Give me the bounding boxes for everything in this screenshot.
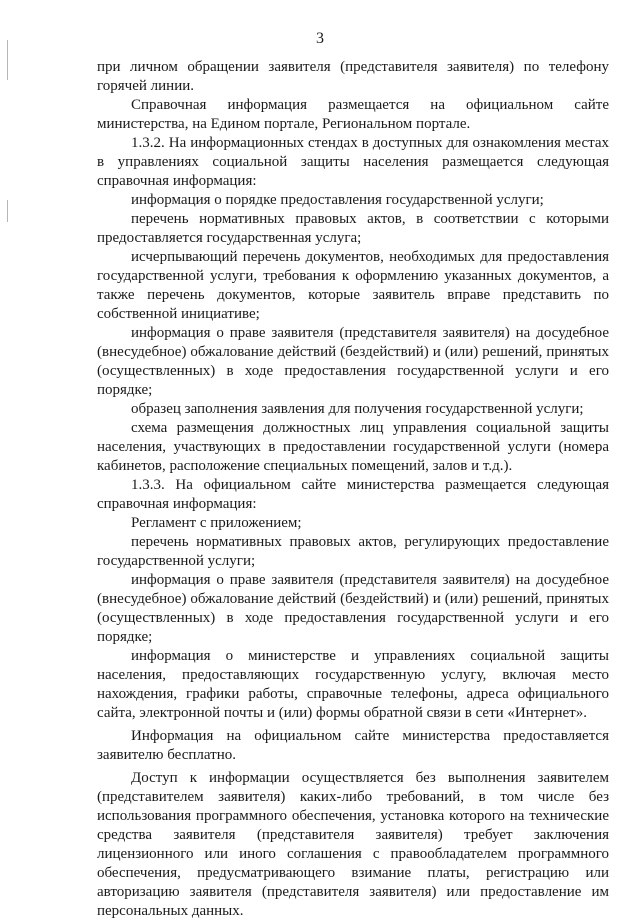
paragraph: Справочная информация размещается на официальном сайте министерства, на Едином портале, Региональном портале. [97, 97, 609, 132]
paragraph: при личном обращении заявителя (представителя заявителя) по телефону горячей линии. [97, 59, 609, 94]
paragraph: перечень нормативных правовых актов, в соответствии с которыми предоставляется государственная услуга; [97, 211, 609, 246]
paragraph: 1.3.2. На информационных стендах в доступных для ознакомления местах в управлениях социальной защиты населения размещается следующая справочная информация: [97, 135, 609, 189]
paragraph: 1.3.3. На официальном сайте министерства размещается следующая справочная информация: [97, 477, 609, 512]
paragraph: исчерпывающий перечень документов, необходимых для предоставления государственной услуги, требования к оформлению указанных документов, а также перечень документов, которые заявитель вправе представить по собственной инициативе; [97, 249, 609, 322]
paragraph: информация о праве заявителя (представителя заявителя) на досудебное (внесудебное) обжалование действий (бездействий) и (или) решений, принятых (осуществленных) в ходе предоставления государственной услуги и его порядке; [97, 325, 609, 398]
paragraph: информация о министерстве и управлениях социальной защиты населения, предоставляющих государственную услугу, включая место нахождения, графики работы, справочные телефоны, адреса официального сайта, электронной почты и (или) формы обратной связи в сети «Интернет». [97, 648, 609, 721]
paragraph: информация о праве заявителя (представителя заявителя) на досудебное (внесудебное) обжалование действий (бездействий) и (или) решений, принятых (осуществленных) в ходе предоставления государственной услуги и его порядке; [97, 572, 609, 645]
paragraph: Регламент с приложением; [131, 515, 302, 531]
paragraph: Информация на официальном сайте министерства предоставляется заявителю бесплатно. [97, 728, 609, 763]
paragraph: Доступ к информации осуществляется без выполнения заявителем (представителем заявителя) каких-либо требований, в том числе без использования программного обеспечения, установка которого на технические средства заявителя (представителя заявителя) требует заключения лицензионного или иного соглашения с правообладателем программного обеспечения, предусматривающего взимание платы, регистрацию или авторизацию заявителя (представителя заявителя) или предоставление им персональных данных. [97, 770, 609, 919]
document-body [97, 58, 609, 921]
page-number: 3 [316, 30, 324, 47]
scan-edge-mark [7, 200, 8, 222]
paragraph: образец заполнения заявления для получения государственной услуги; [131, 401, 584, 417]
paragraph: информация о порядке предоставления государственной услуги; [131, 192, 544, 208]
paragraph: перечень нормативных правовых актов, регулирующих предоставление государственной услуги; [97, 534, 609, 569]
paragraph: схема размещения должностных лиц управления социальной защиты населения, участвующих в предоставлении государственной услуги (номера кабинетов, расположение специальных помещений, залов и т.д.). [97, 420, 609, 474]
